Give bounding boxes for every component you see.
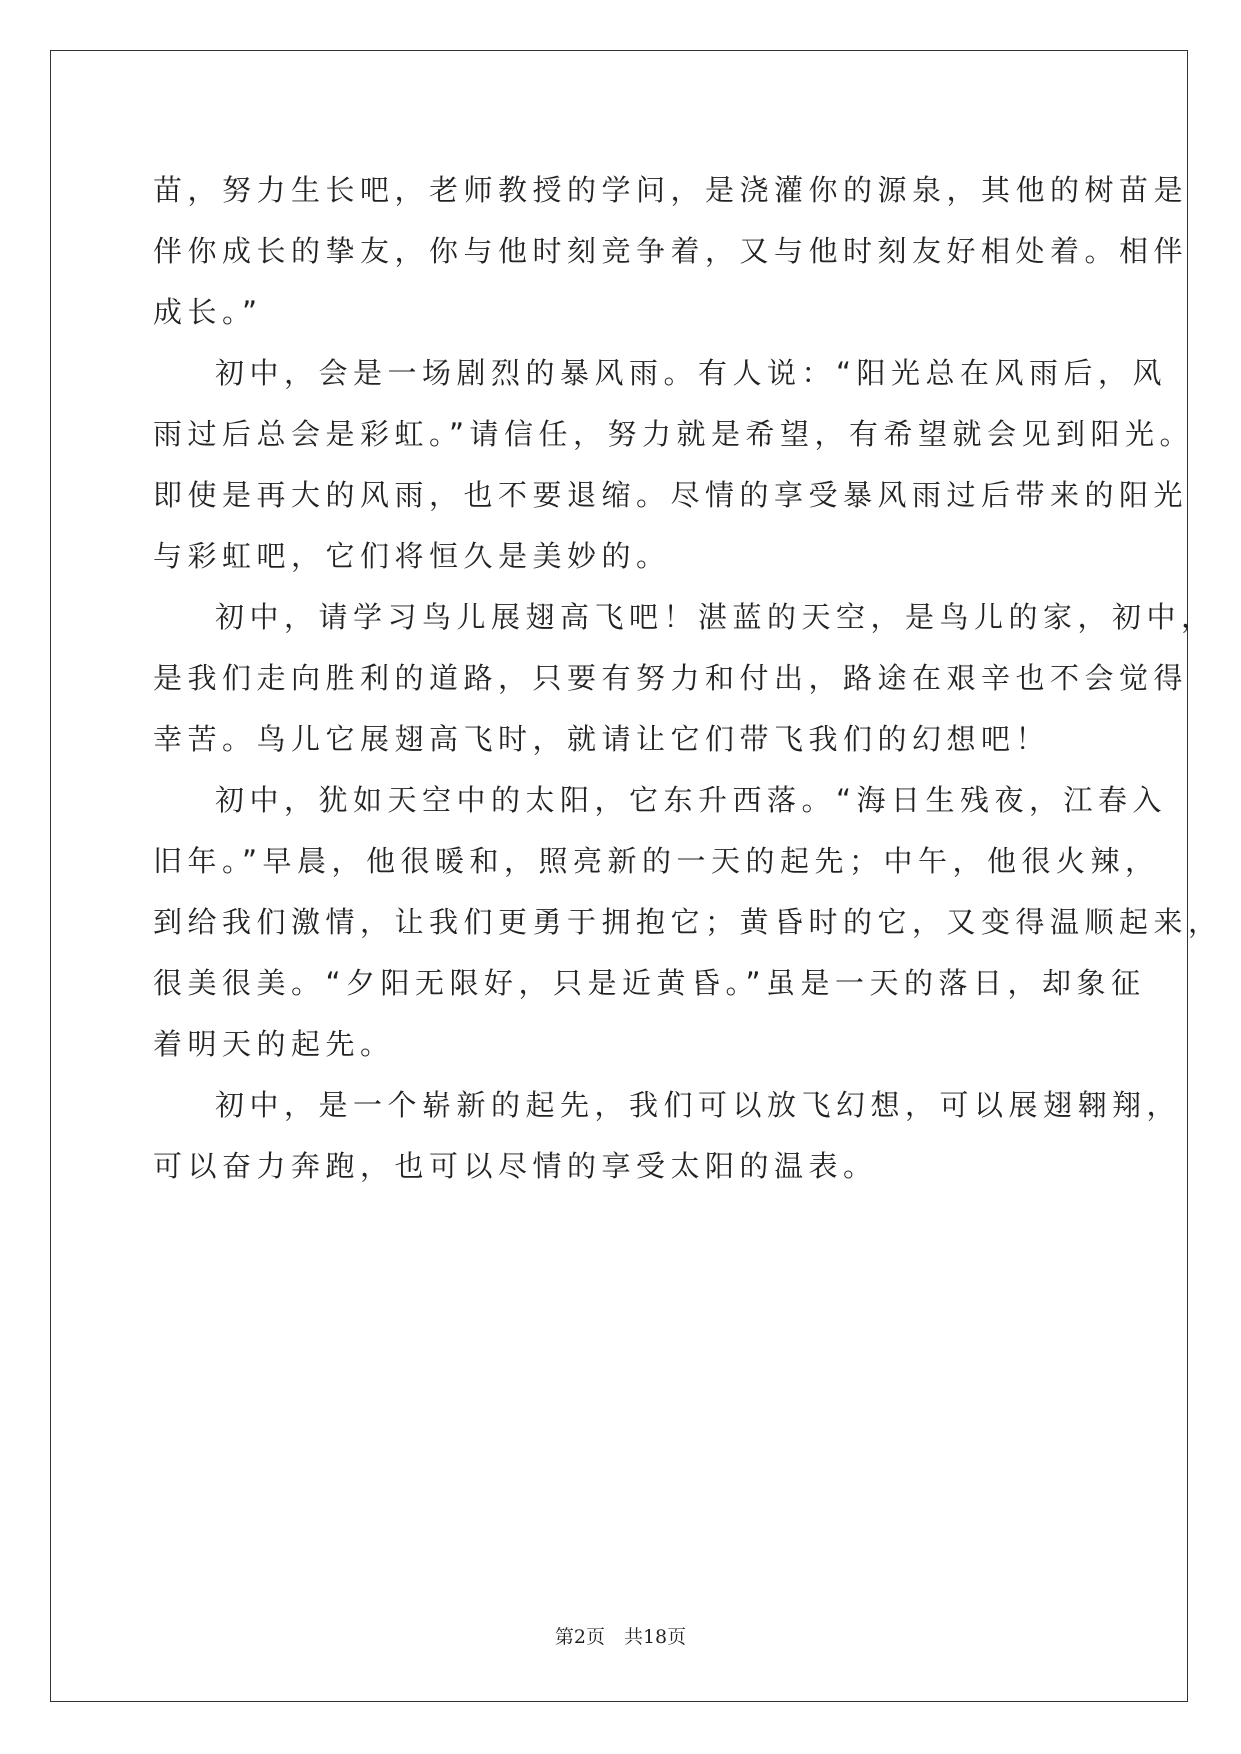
text-line: 幸苦。鸟儿它展翅高飞时，就请让它们带飞我们的幻想吧！ <box>153 722 1051 756</box>
page-number-footer: 第2页 共18页 <box>554 1626 687 1648</box>
text-line: 苗，努力生长吧，老师教授的学问，是浇灌你的源泉，其他的树苗是 <box>153 173 1189 207</box>
text-line: 伴你成长的挚友，你与他时刻竞争着，又与他时刻友好相处着。相伴 <box>153 234 1189 268</box>
text-line: 雨过后总会是彩虹。”请信任，努力就是希望，有希望就会见到阳光。 <box>153 417 1195 451</box>
text-line: 是我们走向胜利的道路，只要有努力和付出，路途在艰辛也不会觉得 <box>153 661 1189 695</box>
text-line: 与彩虹吧，它们将恒久是美妙的。 <box>153 539 671 573</box>
text-line: 初中，会是一场剧烈的暴风雨。有人说：“阳光总在风雨后，风 <box>215 356 1168 390</box>
text-line: 成长。” <box>153 295 263 329</box>
document-body <box>153 160 1223 1197</box>
text-line: 即使是再大的风雨，也不要退缩。尽情的享受暴风雨过后带来的阳光 <box>153 478 1189 512</box>
text-line: 初中，是一个崭新的起先，我们可以放飞幻想，可以展翅翱翔， <box>215 1088 1182 1122</box>
text-line: 很美很美。“夕阳无限好，只是近黄昏。”虽是一天的落日，却象征 <box>153 966 1146 1000</box>
text-line: 初中，请学习鸟儿展翅高飞吧！湛蓝的天空，是鸟儿的家，初中， <box>215 600 1216 634</box>
text-line: 初中，犹如天空中的太阳，它东升西落。“海日生残夜，江春入 <box>215 783 1168 817</box>
text-line: 到给我们激情，让我们更勇于拥抱它；黄昏时的它，又变得温顺起来， <box>153 905 1223 939</box>
text-line: 旧年。”早晨，他很暖和，照亮新的一天的起先；中午，他很火辣， <box>153 844 1160 878</box>
text-line: 可以奋力奔跑，也可以尽情的享受太阳的温表。 <box>153 1149 878 1183</box>
text-line: 着明天的起先。 <box>153 1027 395 1061</box>
